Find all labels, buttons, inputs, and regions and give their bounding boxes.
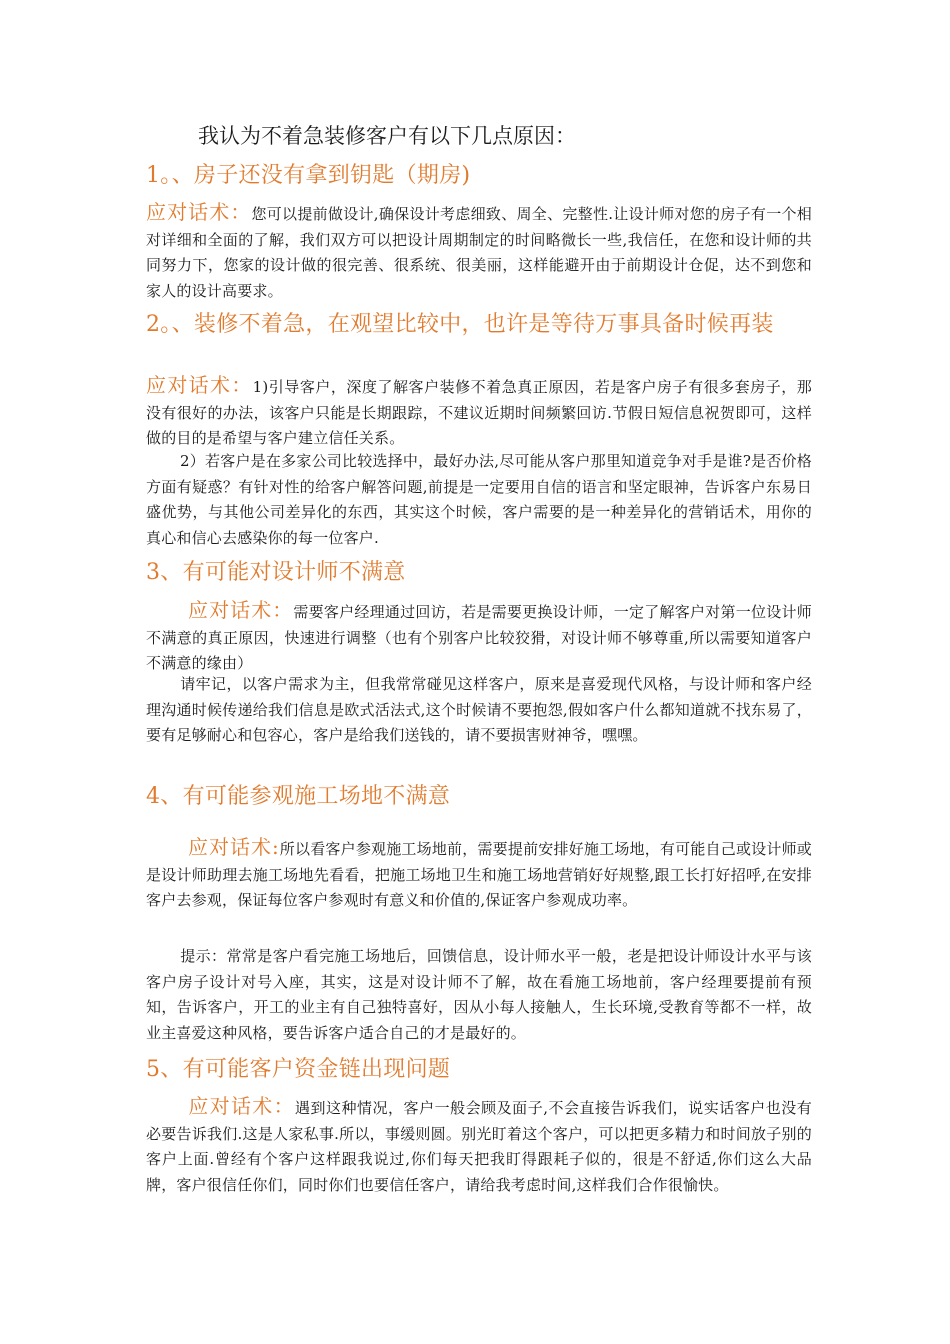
- section-3-heading: 3、有可能对设计师不满意: [146, 560, 406, 585]
- section-3-reply-text: 需要客户经理通过回访，若是需要更换设计师，一定了解客户对第一位设计师不满意的真正原因，快速进行调整（也有个别客户比较狡猾，对设计师不够尊重,所以需要知道客户不满意的缘由）: [146, 603, 812, 672]
- section-3-note-text: 请牢记，以客户需求为主，但我常常碰见这样客户，原来是喜爱现代风格，与设计师和客户经理沟通时候传递给我们信息是欧式活法式,这个时候请不要抱怨,假如客户什么都知道就不找东易了，要有足够耐心和包容心，客户是给我们送钱的，请不要损害财神爷，嘿嘿。: [146, 675, 812, 744]
- section-1-reply: [146, 200, 812, 304]
- section-4-heading: 4、有可能参观施工场地不满意: [146, 784, 451, 809]
- section-5-heading: 5、有可能客户资金链出现问题: [146, 1057, 451, 1082]
- reply-label: 应对话术:: [188, 835, 280, 859]
- section-1-reply-text: 您可以提前做设计,确保设计考虑细致、周全、完整性.让设计师对您的房子有一个相对详细和全面的了解，我们双方可以把设计周期制定的时间略微长一些,我信任，在您和设计师的共同努力下，您家的设计做的很完善、很系统、很美丽，这样能避开由于前期设计仓促，达不到您和家人的设计高要求。: [146, 205, 813, 300]
- reply-label: 应对话术：: [188, 1094, 295, 1118]
- section-5-reply-text: 遇到这种情况，客户一般会顾及面子,不会直接告诉我们，说实话客户也没有必要告诉我们.这是人家私事.所以，事缓则圆。别光盯着这个客户，可以把更多精力和时间放子别的客户上面.曾经有个客户这样跟我说过,你们每天把我盯得跟耗子似的，很是不舒适,你们这么大品牌，客户很信任你们，同时你们也要信任客户，请给我考虑时间,这样我们合作很愉快。: [146, 1099, 813, 1194]
- section-3-reply: [146, 598, 812, 677]
- reply-label: 应对话术：: [146, 200, 252, 224]
- section-1-heading: 1。、房子还没有拿到钥匙（期房): [146, 163, 471, 188]
- reply-label: 应对话术：: [146, 373, 253, 397]
- section-5-reply: [146, 1094, 812, 1198]
- section-3-note: [146, 672, 812, 749]
- section-4-note-text: 提示：常常是客户看完施工场地后，回馈信息，设计师水平一般，老是把设计师设计水平与该客户房子设计对号入座，其实，这是对设计师不了解，故在看施工场地前，客户经理要提前有预知，告诉客户，开工的业主有自己独特喜好，因从小每人接触人，生长环境,受教育等都不一样，故业主喜爱这种风格，要告诉客户适合自己的才是最好的。: [146, 947, 812, 1042]
- section-4-reply: [146, 835, 812, 914]
- reply-label: 应对话术：: [188, 598, 294, 622]
- section-2-note: [146, 449, 812, 551]
- section-2-reply: [146, 373, 812, 452]
- section-2-reply-text: 1)引导客户，深度了解客户装修不着急真正原因，若是客户房子有很多套房子，那没有很好的办法，该客户只能是长期跟踪，不建议近期时间频繁回访.节假日短信息祝贺即可，这样做的目的是希望与客户建立信任关系。: [146, 378, 812, 447]
- section-2-note-text: 2）若客户是在多家公司比较选择中，最好办法,尽可能从客户那里知道竞争对手是谁?是否价格方面有疑惑？有针对性的给客户解答问题,前提是一定要用自信的语言和坚定眼神，告诉客户东易日盛优势，与其他公司差异化的东西，其实这个时候，客户需要的是一种差异化的营销话术，用你的真心和信心去感染你的每一位客户.: [146, 452, 812, 547]
- section-2-heading: 2。、装修不着急，在观望比较中，也许是等待万事具备时候再装: [146, 312, 774, 337]
- page-title: 我认为不着急装修客户有以下几点原因：: [198, 124, 576, 148]
- section-4-reply-text: 所以看客户参观施工场地前，需要提前安排好施工场地，有可能自己或设计师或是设计师助理去施工场地先看看，把施工场地卫生和施工场地营销好好规整,跟工长打好招呼,在安排客户去参观，保证每位客户参观时有意义和价值的,保证客户参观成功率。: [146, 840, 812, 909]
- section-4-note: [146, 944, 812, 1046]
